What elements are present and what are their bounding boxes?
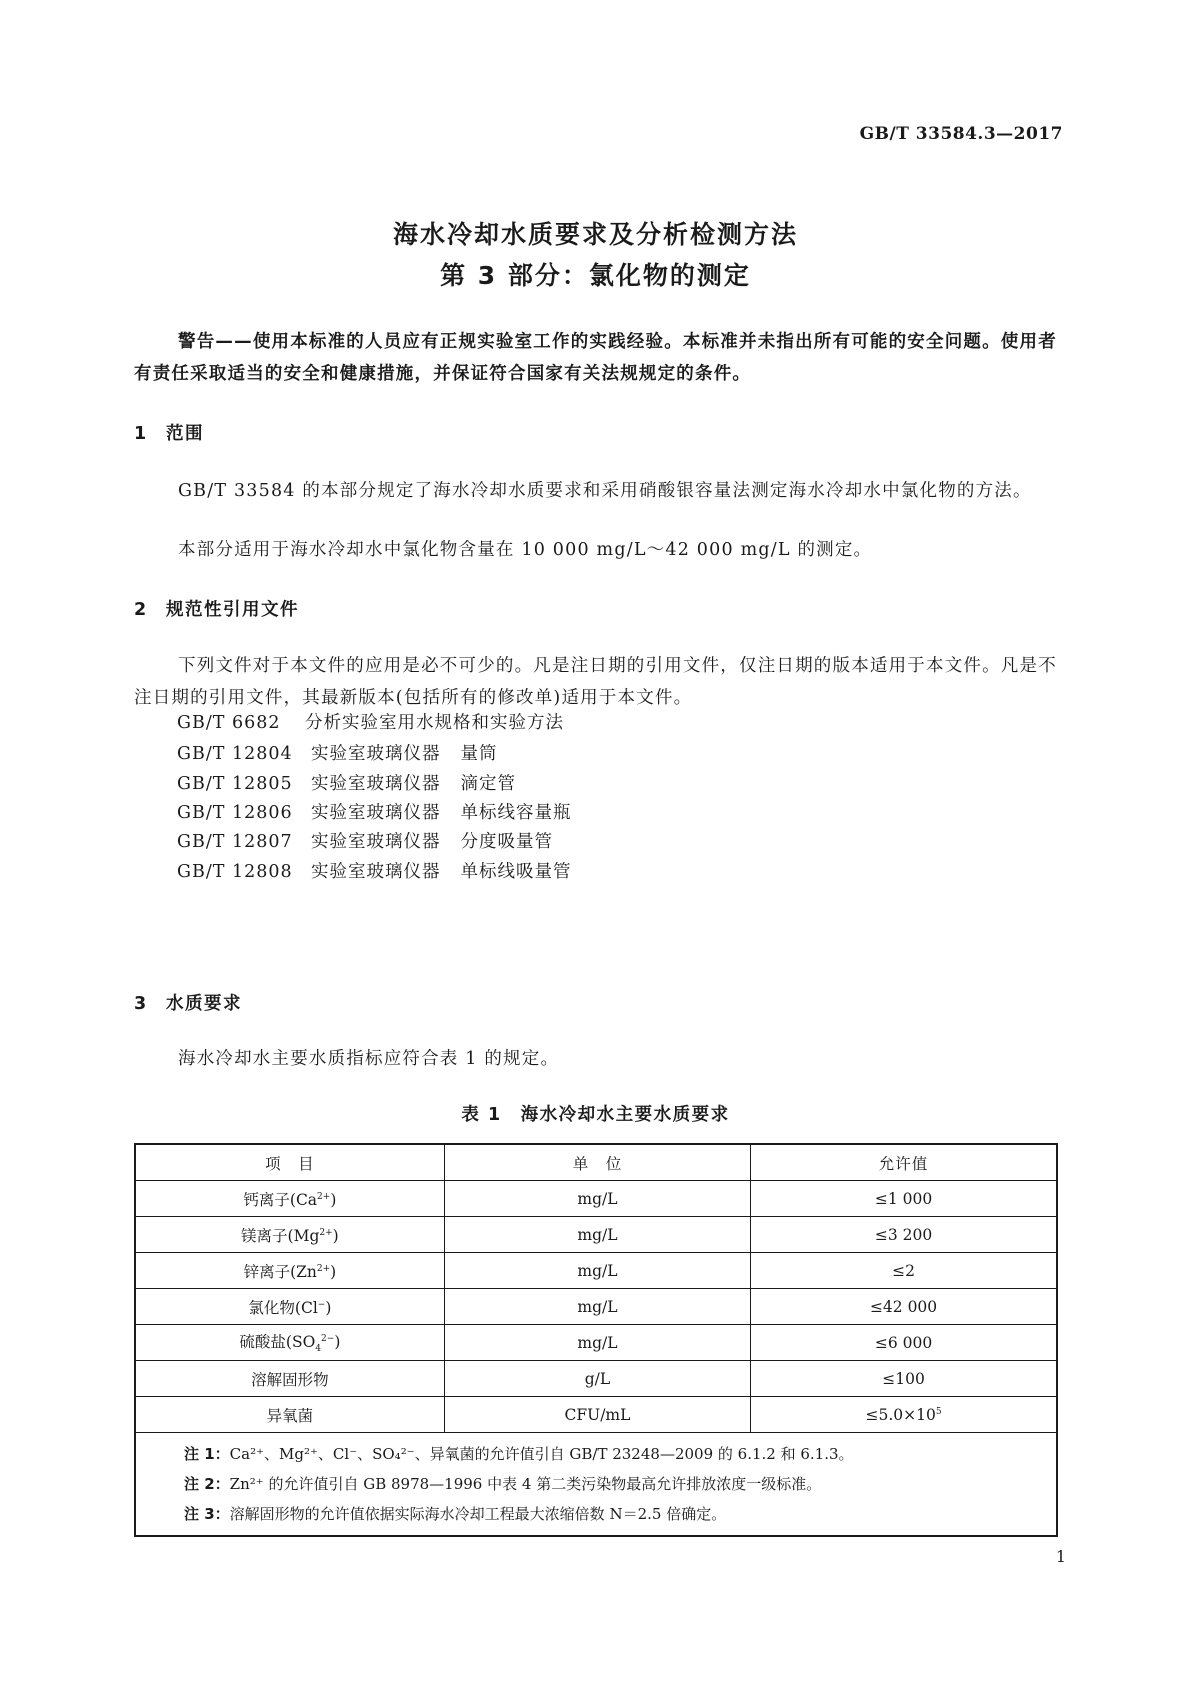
table-row — [135, 1325, 1057, 1361]
reference-name: 实验室玻璃仪器 — [311, 744, 441, 764]
section-3-para1: 海水冷却水主要水质指标应符合表 1 的规定。 — [178, 1049, 560, 1069]
item-cell: 硫酸盐$(SO_4^{2-})$ — [135, 1325, 444, 1361]
header-limit: 允许值 — [751, 1144, 1057, 1181]
table-notes-row — [135, 1433, 1057, 1537]
unit-cell: CFU/mL — [444, 1397, 750, 1433]
limit-cell: ≤6 000 — [751, 1325, 1057, 1361]
section-1-para2: 本部分适用于海水冷却水中氯化物含量在 10 000 mg/L～42 000 mg/L 的测定。 — [178, 540, 873, 560]
reference-sub: 分度吸量管 — [460, 832, 553, 852]
section-title: 水质要求 — [166, 994, 242, 1014]
reference-name: 分析实验室用水规格和实验方法 — [305, 713, 564, 733]
limit-cell: ≤100 — [751, 1361, 1057, 1397]
table-row — [135, 1289, 1057, 1325]
reference-code: GB/T 12805 — [177, 774, 293, 794]
section-3-heading — [134, 990, 242, 1015]
document-title-line2: 第 3 部分：氯化物的测定 — [440, 261, 751, 290]
table-note: 注 2：Zn²⁺ 的允许值引自 GB 8978—1996 中表 4 第二类污染物最高允许排放浓度一级标准。 — [184, 1475, 822, 1493]
reference-item — [177, 826, 553, 858]
section-2-para1: 下列文件对于本文件的应用是必不可少的。凡是注日期的引用文件，仅注日期的版本适用于本文件。凡是不注日期的引用文件，其最新版本(包括所有的修改单)适用于本文件。 — [134, 656, 1057, 708]
page-number: 1 — [1055, 1547, 1066, 1566]
reference-code: GB/T 6682 — [177, 713, 281, 733]
warning-label: 警告—— — [178, 332, 253, 352]
section-1-heading — [134, 420, 204, 445]
unit-cell: mg/L — [444, 1217, 750, 1253]
table-row — [135, 1181, 1057, 1217]
table-notes — [135, 1433, 1057, 1537]
reference-item — [177, 738, 498, 770]
section-title: 范围 — [166, 424, 204, 444]
document-title-line1: 海水冷却水质要求及分析检测方法 — [392, 220, 798, 249]
standard-code: GB/T 33584.3—2017 — [859, 124, 1063, 144]
warning-paragraph — [134, 326, 1058, 390]
reference-sub: 滴定管 — [460, 774, 516, 794]
reference-item — [177, 707, 564, 739]
limit-cell: ≤3 200 — [751, 1217, 1057, 1253]
table-row — [135, 1217, 1057, 1253]
table-row — [135, 1253, 1057, 1289]
section-title: 规范性引用文件 — [166, 600, 299, 620]
unit-cell: mg/L — [444, 1325, 750, 1361]
unit-cell: mg/L — [444, 1289, 750, 1325]
reference-sub: 单标线吸量管 — [460, 862, 572, 882]
item-cell: 异氧菌 — [135, 1397, 444, 1433]
limit-cell: ≤1 000 — [751, 1181, 1057, 1217]
header-item: 项 目 — [135, 1144, 444, 1181]
table-caption: 表 1 海水冷却水主要水质要求 — [461, 1105, 730, 1125]
reference-code: GB/T 12806 — [177, 803, 293, 823]
water-quality-table — [134, 1143, 1058, 1537]
reference-sub: 单标线容量瓶 — [460, 803, 572, 823]
reference-code: GB/T 12804 — [177, 744, 293, 764]
reference-item — [177, 856, 572, 888]
unit-cell: mg/L — [444, 1253, 750, 1289]
reference-code: GB/T 12808 — [177, 862, 293, 882]
table-row — [135, 1361, 1057, 1397]
reference-item — [177, 768, 516, 800]
reference-name: 实验室玻璃仪器 — [311, 803, 441, 823]
reference-name: 实验室玻璃仪器 — [311, 832, 441, 852]
reference-name: 实验室玻璃仪器 — [311, 862, 441, 882]
item-cell: 氯化物(Cl−) — [135, 1289, 444, 1325]
section-1-para1: GB/T 33584 的本部分规定了海水冷却水质要求和采用硝酸银容量法测定海水冷却水中氯化物的方法。 — [178, 481, 1032, 501]
section-number: 1 — [134, 424, 148, 444]
section-number: 3 — [134, 994, 148, 1014]
reference-code: GB/T 12807 — [177, 832, 293, 852]
warning-text: 使用本标准的人员应有正规实验室工作的实践经验。本标准并未指出所有可能的安全问题。使用者有责任采取适当的安全和健康措施，并保证符合国家有关法规规定的条件。 — [134, 332, 1057, 384]
item-cell: 溶解固形物 — [135, 1361, 444, 1397]
limit-cell: $\le 5.0\times 10^5$ — [751, 1397, 1057, 1433]
reference-sub: 量筒 — [460, 744, 498, 764]
limit-cell: ≤42 000 — [751, 1289, 1057, 1325]
item-cell: 钙离子$(Ca^{2+})$ — [135, 1181, 444, 1217]
table-header-row — [135, 1144, 1057, 1181]
table-note: 注 3：溶解固形物的允许值依据实际海水冷却工程最大浓缩倍数 N＝2.5 倍确定。 — [184, 1505, 727, 1523]
header-unit: 单 位 — [444, 1144, 750, 1181]
table-row — [135, 1397, 1057, 1433]
reference-name: 实验室玻璃仪器 — [311, 774, 441, 794]
reference-item — [177, 797, 572, 829]
table-note: 注 1：Ca²⁺、Mg²⁺、Cl⁻、SO₄²⁻、异氧菌的允许值引自 GB/T 23248—2009 的 6.1.2 和 6.1.3。 — [184, 1445, 854, 1463]
section-2-heading — [134, 596, 299, 621]
limit-cell: ≤2 — [751, 1253, 1057, 1289]
unit-cell: mg/L — [444, 1181, 750, 1217]
item-cell: 锌离子$(Zn^{2+})$ — [135, 1253, 444, 1289]
unit-cell: g/L — [444, 1361, 750, 1397]
item-cell: 镁离子$(Mg^{2+})$ — [135, 1217, 444, 1253]
section-number: 2 — [134, 600, 148, 620]
